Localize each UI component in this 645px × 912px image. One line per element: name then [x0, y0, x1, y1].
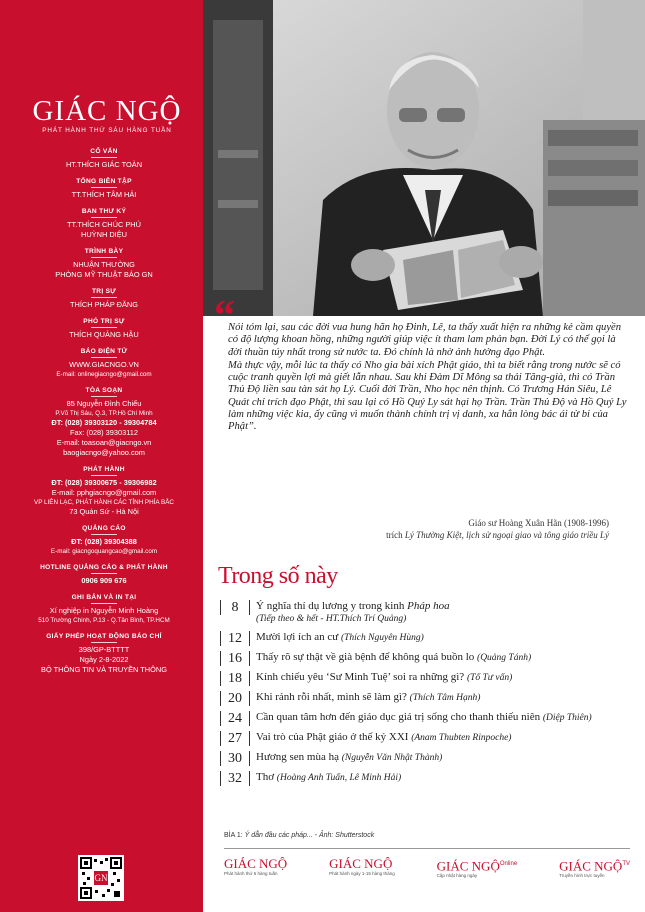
footer-logo-tagline: Phát hành ngày 1-15 hàng tháng: [329, 871, 395, 876]
masthead-line: Xí nghiệp in Nguyễn Minh Hoàng: [49, 606, 159, 615]
masthead-line: TT.THÍCH TÂM HẢI: [71, 190, 137, 199]
footer-logo-tagline: Truyền hình trực tuyến: [559, 873, 605, 879]
masthead-line: 510 Trường Chinh, P.13 - Q.Tân Bình, TP.HCM: [38, 617, 170, 624]
footer-logo-text: GIÁC NGỘ: [329, 856, 393, 871]
masthead-line: HUỲNH DIỆU: [81, 230, 127, 239]
masthead-section: [20, 563, 188, 586]
masthead-divider: [91, 573, 117, 574]
masthead-divider: [91, 396, 117, 397]
toc-entry-author: (Hoàng Anh Tuấn, Lê Minh Hải): [276, 773, 402, 783]
masthead-section: [20, 287, 188, 310]
toc-entry-title: Thấy rõ sự thật về già bệnh để không quá buồn lo: [256, 651, 478, 663]
portrait-photo: [203, 0, 645, 316]
masthead-divider: [91, 475, 117, 476]
masthead-sidebar: [0, 0, 203, 912]
toc-entry-title-italic: Pháp hoa: [407, 600, 450, 612]
quote-paragraph: Mà thực vậy, mỗi lúc ta thấy có Nho gia bài xích Phật giáo, thì ta biết rằng trong nước sẽ có cuộc tranh quyền lợi mà giết lẫn nhau. Sau khi Đàm Dĩ Mông sa thải Tăng-già, thì có Trần Thủ Độ liền sau tàn sát họ Lý. Cuối đời Trần, Nho học nên thịnh. Có Trương Hán Siêu, Lê Quát chỉ trích đạo Phật, thì sau lại có Hồ Quý Ly sát hại họ Trần. Trần Thủ Độ và Hồ Quý Ly làm những việc kia, ấy cũng vì muốn thành chính trị vị danh, xa hẳn lòng bác ái từ bi của Phật”.: [228, 359, 627, 433]
toc-entry: [256, 691, 480, 705]
qr-code[interactable]: [78, 855, 124, 901]
toc-title: Trong số này: [218, 563, 338, 589]
toc-item[interactable]: [220, 600, 630, 626]
quote-source: Lý Thường Kiệt, lịch sử ngoại giao và tông giáo triều Lý: [404, 530, 609, 540]
toc-entry-title: Vai trò của Phật giáo ở thế kỷ XXI: [256, 731, 412, 743]
masthead-heading: TRỊ SỰ: [91, 288, 117, 295]
table-of-contents: [220, 600, 630, 791]
masthead-heading: QUẢNG CÁO: [82, 525, 126, 532]
quote-attribution: [386, 517, 609, 541]
footer-logo-text: GIÁC NGỘ: [436, 858, 500, 874]
masthead-line[interactable]: WWW.GIACNGO.VN: [69, 360, 139, 369]
logo-tagline: PHÁT HÀNH THỨ SÁU HÀNG TUẦN: [42, 127, 172, 134]
masthead-section: [20, 632, 188, 675]
toc-entry-title: Mười lợi ích an cư: [256, 631, 341, 643]
portrait-photo-icon: [203, 0, 645, 316]
masthead-line[interactable]: E-mail: onlinegiacngo@gmail.com: [56, 371, 152, 378]
masthead-list: [20, 147, 188, 682]
masthead-divider: [91, 257, 117, 258]
toc-entry: [256, 651, 531, 665]
quote-mark-icon: “: [214, 293, 235, 339]
masthead-section: [20, 147, 188, 170]
masthead-line: VP LIÊN LẠC, PHÁT HÀNH CÁC TỈNH PHÍA BẮC: [34, 499, 174, 506]
toc-page-number: 32: [220, 771, 250, 786]
toc-entry: [256, 771, 401, 785]
masthead-section: [20, 386, 188, 458]
toc-entry-author: (Diệp Thiên): [542, 713, 592, 723]
masthead-line: TT.THÍCH CHÚC PHÚ: [67, 220, 141, 229]
masthead-line: Ngày 2-8-2022: [79, 655, 129, 664]
qr-logo-label: GN: [94, 873, 108, 883]
featured-quote: [228, 322, 628, 435]
masthead-divider: [91, 603, 117, 604]
masthead-line: PHÒNG MỸ THUẬT BÁO GN: [55, 270, 153, 279]
cover-note-text: Ý dẫn đầu các pháp... - Ảnh: Shutterstock: [244, 832, 375, 839]
toc-entry-title: Thơ: [256, 771, 277, 783]
masthead-line: 398/GP-BTTTT: [78, 645, 130, 654]
toc-entry: [256, 731, 511, 745]
masthead-line: THÍCH QUẢNG HẬU: [69, 330, 139, 339]
footer-logo-sup: TV: [622, 861, 630, 867]
footer-logo[interactable]: [329, 857, 395, 878]
quote-source-prefix: trích: [386, 530, 405, 540]
toc-entry-author: (Tố Tư vấn): [466, 673, 513, 683]
toc-entry-author: (Thích Tâm Hạnh): [409, 693, 481, 703]
masthead-line: THÍCH PHÁP ĐĂNG: [69, 300, 139, 309]
toc-entry-author: (Anam Thubten Rinpoche): [411, 733, 512, 743]
footer-logo[interactable]: [224, 857, 287, 878]
newspaper-logo: [32, 96, 182, 134]
toc-item[interactable]: [220, 771, 630, 786]
footer-logo-text: GIÁC NGỘ: [559, 858, 623, 874]
cover-note: [224, 832, 374, 839]
masthead-line: NHUẬN THƯỜNG: [73, 260, 135, 269]
masthead-line[interactable]: E-mail: pphgiacngo@gmail.com: [51, 488, 157, 497]
masthead-heading: BÁO ĐIỆN TỬ: [80, 348, 128, 355]
toc-entry-title: Ý nghĩa thí dụ lương y trong kinh: [256, 600, 408, 612]
quote-paragraph: Nói tóm lại, sau các đời vua hung hãn họ Đinh, Lê, ta thấy xuất hiện ra những kẻ cầm quyền có độ lượng khoan hồng, những người giúp việc ít tham lam phản bạn. Đời Lý có thể gọi là đời thuần túy nhất trong sử nước ta. Đó chính là nhờ ảnh hưởng đạo Phật.: [228, 322, 622, 358]
toc-entry: [256, 751, 442, 765]
toc-page-number: 20: [220, 691, 250, 706]
toc-entry: [256, 711, 592, 725]
footer-logo-name: [224, 857, 287, 871]
masthead-line: ĐT: (028) 39304388: [71, 537, 137, 546]
toc-page-number: 30: [220, 751, 250, 766]
masthead-section: [20, 207, 188, 240]
masthead-line: HT.THÍCH GIÁC TOÀN: [65, 160, 143, 169]
masthead-heading: CỐ VẤN: [90, 148, 118, 155]
masthead-line: 0906 909 676: [81, 576, 127, 585]
masthead-heading: HOTLINE QUẢNG CÁO & PHÁT HÀNH: [40, 564, 168, 571]
toc-page-number: 27: [220, 731, 250, 746]
masthead-divider: [91, 534, 117, 535]
footer-logos: [224, 848, 630, 878]
toc-page-number: 18: [220, 671, 250, 686]
toc-entry-author: (Quảng Tánh): [477, 653, 532, 663]
masthead-line: ĐT: (028) 39303120 - 39304784: [51, 418, 157, 427]
toc-entry-note: (Tiếp theo & hết - HT.Thích Trí Quảng): [256, 614, 407, 624]
toc-entry: [256, 631, 424, 645]
masthead-divider: [91, 642, 117, 643]
masthead-line[interactable]: E-mail: giacngoquangcao@gmail.com: [50, 548, 158, 555]
masthead-line: P.Võ Thị Sáu, Q.3, TP.Hồ Chí Minh: [55, 410, 153, 417]
footer-logo-tagline: Phát hành thứ 6 hàng tuần: [224, 871, 278, 876]
footer-logo[interactable]: [437, 857, 518, 878]
masthead-heading: BAN THƯ KÝ: [81, 208, 127, 215]
masthead-section: [20, 177, 188, 200]
toc-item[interactable]: [220, 631, 630, 646]
logo-name: GIÁC NGỘ: [32, 95, 182, 127]
toc-page-number: 12: [220, 631, 250, 646]
toc-item[interactable]: [220, 731, 630, 746]
footer-logo-name: [437, 857, 518, 873]
masthead-line: ĐT: (028) 39300675 - 39306982: [51, 478, 157, 487]
toc-item[interactable]: [220, 671, 630, 686]
masthead-line: 73 Quán Sứ - Hà Nội: [69, 507, 139, 516]
masthead-section: [20, 465, 188, 517]
quote-author: Giáo sư Hoàng Xuân Hãn (1908-1996): [468, 518, 609, 528]
footer-logo-tagline: Cập nhật hàng ngày: [436, 873, 478, 879]
toc-item[interactable]: [220, 751, 630, 766]
footer-logo-name: [329, 857, 395, 871]
masthead-heading: TỔNG BIÊN TẬP: [76, 178, 132, 185]
masthead-line: BỘ THÔNG TIN VÀ TRUYỀN THÔNG: [41, 665, 167, 674]
masthead-divider: [91, 217, 117, 218]
masthead-section: [20, 593, 188, 625]
masthead-section: [20, 317, 188, 340]
toc-entry-author: (Nguyễn Văn Nhật Thành): [341, 753, 443, 763]
masthead-line: 85 Nguyễn Đình Chiểu: [66, 399, 142, 408]
masthead-heading: PHÓ TRỊ SỰ: [83, 318, 125, 325]
masthead-section: [20, 247, 188, 280]
masthead-heading: GIẤY PHÉP HOẠT ĐỘNG BÁO CHÍ: [46, 633, 162, 640]
toc-page-number: 24: [220, 711, 250, 726]
cover-note-label: BÌA 1:: [224, 832, 245, 839]
toc-page-number: 8: [220, 600, 250, 615]
footer-logo-sup: Online: [499, 861, 518, 867]
masthead-divider: [91, 157, 117, 158]
toc-entry-title: Cần quan tâm hơn đến giáo dục giá trị sống cho thanh thiếu niên: [256, 711, 543, 723]
masthead-line: Fax: (028) 39303112: [69, 428, 139, 437]
footer-logo-name: [559, 857, 630, 873]
footer-logo[interactable]: [559, 857, 630, 878]
masthead-heading: TÒA SOẠN: [85, 387, 123, 394]
masthead-line[interactable]: E-mail: toasoan@giacngo.vn: [56, 438, 152, 447]
toc-entry: [256, 671, 512, 685]
masthead-section: [20, 347, 188, 379]
masthead-line[interactable]: baogiacngo@yahoo.com: [63, 448, 145, 457]
toc-entry-title: Khi rảnh rỗi nhất, mình sẽ làm gì?: [256, 691, 410, 703]
masthead-divider: [91, 187, 117, 188]
masthead-heading: PHÁT HÀNH: [83, 466, 125, 473]
masthead-section: [20, 524, 188, 556]
masthead-divider: [91, 297, 117, 298]
toc-page-number: 16: [220, 651, 250, 666]
masthead-heading: GHI BẢN VÀ IN TẠI: [71, 594, 137, 601]
masthead-divider: [91, 357, 117, 358]
masthead-divider: [91, 327, 117, 328]
toc-item[interactable]: [220, 691, 630, 706]
footer-logo-text: GIÁC NGỘ: [224, 856, 288, 871]
toc-item[interactable]: [220, 651, 630, 666]
toc-entry-author: (Thích Nguyên Hùng): [340, 633, 424, 643]
toc-entry: [256, 600, 450, 626]
toc-entry-title: Hương sen mùa hạ: [256, 751, 342, 763]
toc-entry-title: Kính chiếu yêu ‘Sư Minh Tuệ’ soi ra những gì?: [256, 671, 467, 683]
toc-item[interactable]: [220, 711, 630, 726]
masthead-heading: TRÌNH BÀY: [84, 248, 124, 255]
